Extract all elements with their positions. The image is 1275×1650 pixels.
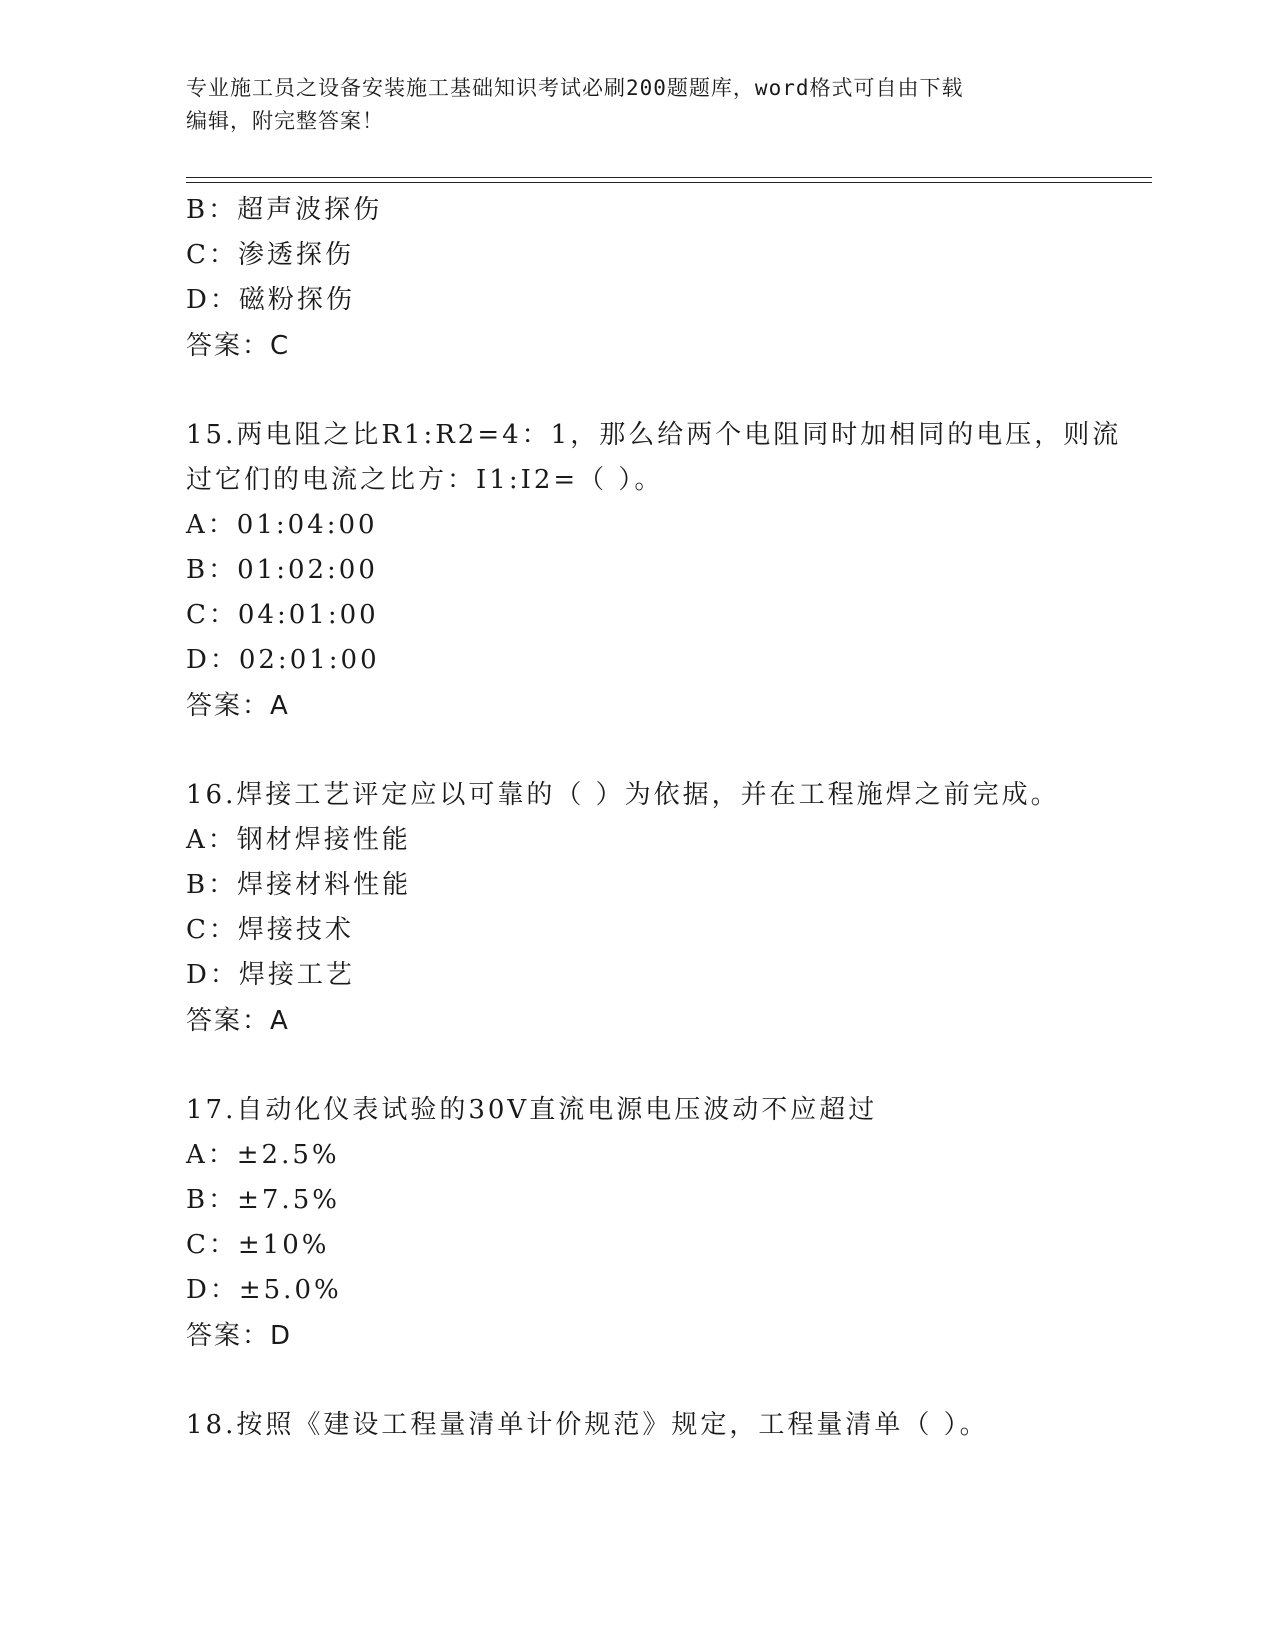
question-16 bbox=[186, 773, 1086, 1044]
option-c: C：焊接技术 bbox=[186, 915, 354, 945]
option-d: D：焊接工艺 bbox=[186, 960, 355, 990]
option-b: B：焊接材料性能 bbox=[186, 870, 412, 900]
option-c: C：渗透探伤 bbox=[186, 240, 354, 270]
question-list bbox=[186, 188, 1122, 1448]
spacer bbox=[186, 729, 1086, 773]
spacer bbox=[186, 369, 1086, 413]
option-a: A：01:04:00 bbox=[186, 510, 378, 540]
option-c: C：±10% bbox=[186, 1230, 330, 1260]
option-b: B：±7.5% bbox=[186, 1185, 340, 1215]
question-18 bbox=[186, 1403, 1086, 1448]
answer: 答案：A bbox=[186, 691, 290, 721]
answer: 答案：A bbox=[186, 1006, 290, 1036]
header-rule-bottom bbox=[186, 182, 1152, 183]
header-rule-top bbox=[186, 177, 1152, 178]
answer: 答案：D bbox=[186, 1321, 293, 1351]
option-d: D：02:01:00 bbox=[186, 645, 380, 675]
header-line-2: 编辑，附完整答案！ bbox=[186, 109, 384, 133]
option-d: D：磁粉探伤 bbox=[186, 285, 355, 315]
option-d: D：±5.0% bbox=[186, 1275, 342, 1305]
answer: 答案：C bbox=[186, 331, 291, 361]
option-b: B：01:02:00 bbox=[186, 555, 378, 585]
option-a: A：±2.5% bbox=[186, 1140, 340, 1170]
question-text-line-1: 16.焊接工艺评定应以可靠的（ ）为依据，并在工程施焊之前完成。 bbox=[186, 780, 1060, 810]
question-text-line-2: 过它们的电流之比方：I1:I2=（ ）。 bbox=[186, 465, 664, 495]
spacer bbox=[186, 1359, 1086, 1403]
option-b: B：超声波探伤 bbox=[186, 195, 383, 225]
question-17 bbox=[186, 1088, 1086, 1359]
header-line-1: 专业施工员之设备安装施工基础知识考试必刷200题题库，word格式可自由下载 bbox=[186, 76, 964, 100]
document-header bbox=[186, 72, 1086, 138]
spacer bbox=[186, 1044, 1086, 1088]
question-15 bbox=[186, 413, 1122, 729]
question-text-line-1: 18.按照《建设工程量清单计价规范》规定，工程量清单（ ）。 bbox=[186, 1410, 989, 1440]
question-text-line-1: 17.自动化仪表试验的30V直流电源电压波动不应超过 bbox=[186, 1095, 878, 1125]
question-14 bbox=[186, 188, 1086, 369]
option-c: C：04:01:00 bbox=[186, 600, 379, 630]
option-a: A：钢材焊接性能 bbox=[186, 825, 411, 855]
question-text-line-1: 15.两电阻之比R1:R2=4：1，那么给两个电阻同时加相同的电压，则流 bbox=[186, 420, 1122, 450]
